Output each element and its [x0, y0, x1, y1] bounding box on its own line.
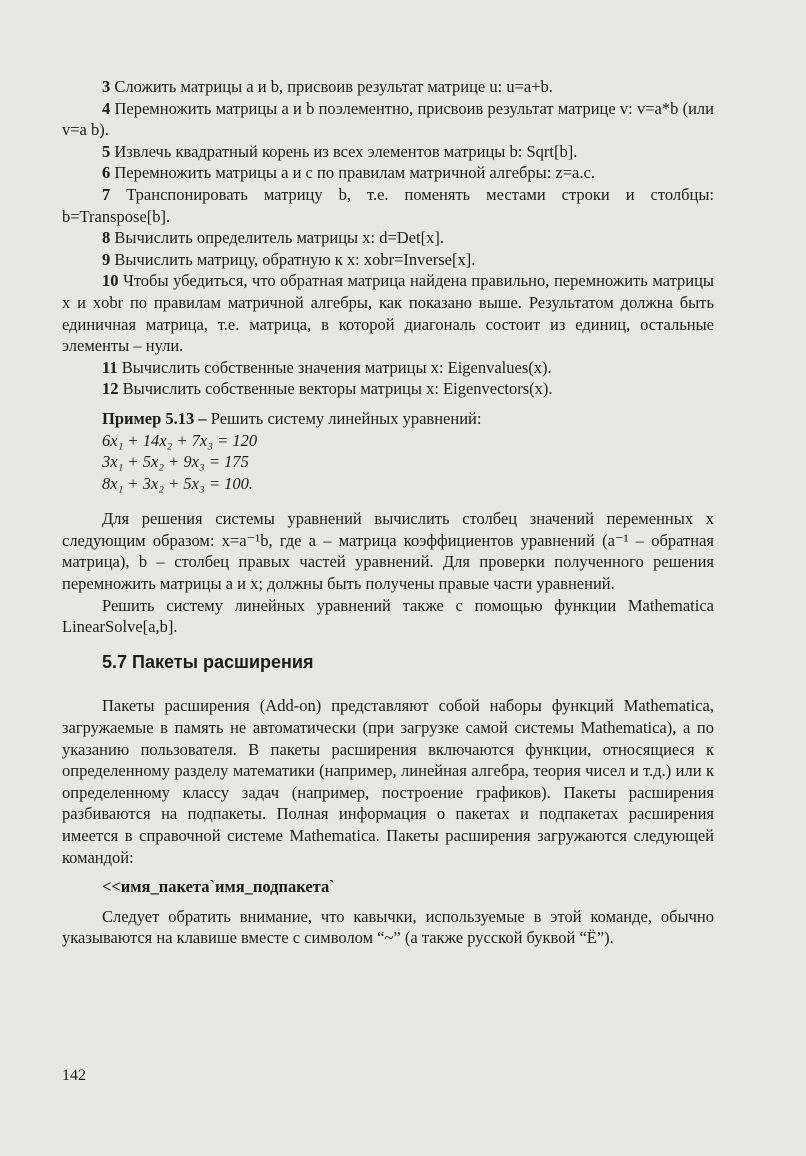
list-item-12: [62, 378, 714, 400]
list-item-3: [62, 76, 714, 98]
item-number: 11: [102, 357, 118, 377]
list-item-4: [62, 98, 714, 141]
item-text: Извлечь квадратный корень из всех элементов матрицы b: Sqrt[b].: [114, 141, 578, 161]
item-text: Транспонировать матрицу b, т.е. поменять местами строки и столбцы: b=Transpose[b].: [62, 184, 715, 226]
list-item-5: [62, 141, 714, 163]
example-heading: [62, 408, 714, 430]
note-paragraph: Следует обратить внимание, что кавычки, используемые в этой команде, обычно указываются на клавише вместе с символом “~” (а также русской буквой “Ё”).: [62, 906, 714, 948]
example-label: Пример 5.13 –: [102, 408, 207, 428]
page-content: [62, 76, 714, 949]
item-text: Сложить матрицы a и b, присвоив результат матрице u: u=a+b.: [114, 77, 553, 96]
item-number: 7: [102, 184, 111, 204]
linearsolve-paragraph: Решить систему линейных уравнений также с помощью функции Mathematica LinearSolve[a,b].: [62, 595, 714, 637]
item-text: Перемножить матрицы a и b поэлементно, присвоив результат матрице v: v=a*b (или v=a b).: [62, 98, 714, 140]
item-text: Перемножить матрицы a и c по правилам матричной алгебры: z=a.c.: [114, 163, 595, 183]
list-item-10: [62, 270, 714, 356]
example-text: Решить систему линейных уравнений:: [210, 408, 482, 428]
item-number: 4: [102, 98, 111, 118]
packages-paragraph: Пакеты расширения (Add-on) представляют собой наборы функций Mathematica, загружаемые в память не автоматически (при загрузке самой системы Mathematica), а по указанию пользователя. В пакеты расширения включаются функции, относящиеся к определенному разделу математики (например, линейная алгебра, теория чисел и т.д.) или к определенному классу задач (например, построение графиков). Пакеты расширения разбиваются на подпакеты. Полная информация о пакетах и подпакетах расширения имеется в справочной системе Mathematica. Пакеты расширения загружаются следующей командой:: [62, 696, 714, 867]
page-number: 142: [62, 1067, 86, 1084]
equation-2: 3x₁ + 5x₂ + 9x₃ = 175: [102, 452, 249, 472]
list-item-11: [62, 357, 714, 379]
solve-paragraph: Для решения системы уравнений вычислить столбец значений переменных x следующим образом: x=a⁻¹b, где a – матрица коэффициентов уравнений (a⁻¹ – обратная матрица), b – столбец правых частей уравнений. Для проверки полученного решения перемножить матрицы a и x; должны быть получены правые части уравнений.: [62, 509, 714, 594]
list-item-7: [62, 184, 714, 227]
item-number: 12: [102, 379, 119, 399]
section-heading: 5.7 Пакеты расширения: [102, 651, 314, 672]
item-text: Вычислить собственные значения матрицы x: Eigenvalues(x).: [121, 357, 552, 377]
item-number: 8: [102, 228, 111, 248]
item-text: Чтобы убедиться, что обратная матрица найдена правильно, перемножить матрицы x и xobr по правилам матричной алгебры, как показано выше. Результатом должна быть единичная матрица, т.е. матрица, в которой диагональ состоит из единиц, остальные элементы – нули.: [62, 271, 715, 356]
item-number: 10: [102, 271, 119, 291]
item-number: 6: [102, 163, 111, 183]
load-command: <<имя_пакета`имя_подпакета`: [102, 877, 335, 897]
list-item-6: [62, 162, 714, 184]
list-item-8: [62, 227, 714, 249]
item-number: 5: [102, 141, 111, 161]
item-text: Вычислить матрицу, обратную к x: xobr=Inverse[x].: [114, 249, 476, 269]
list-item-9: [62, 249, 714, 271]
equation-3: 8x₁ + 3x₂ + 5x₃ = 100.: [102, 473, 253, 493]
item-number: 3: [102, 77, 111, 96]
item-text: Вычислить собственные векторы матрицы x: Eigenvectors(x).: [122, 379, 553, 399]
item-text: Вычислить определитель матрицы x: d=Det[x].: [114, 228, 444, 248]
item-number: 9: [102, 249, 111, 269]
equation-1: 6x₁ + 14x₂ + 7x₃ = 120: [102, 430, 258, 450]
